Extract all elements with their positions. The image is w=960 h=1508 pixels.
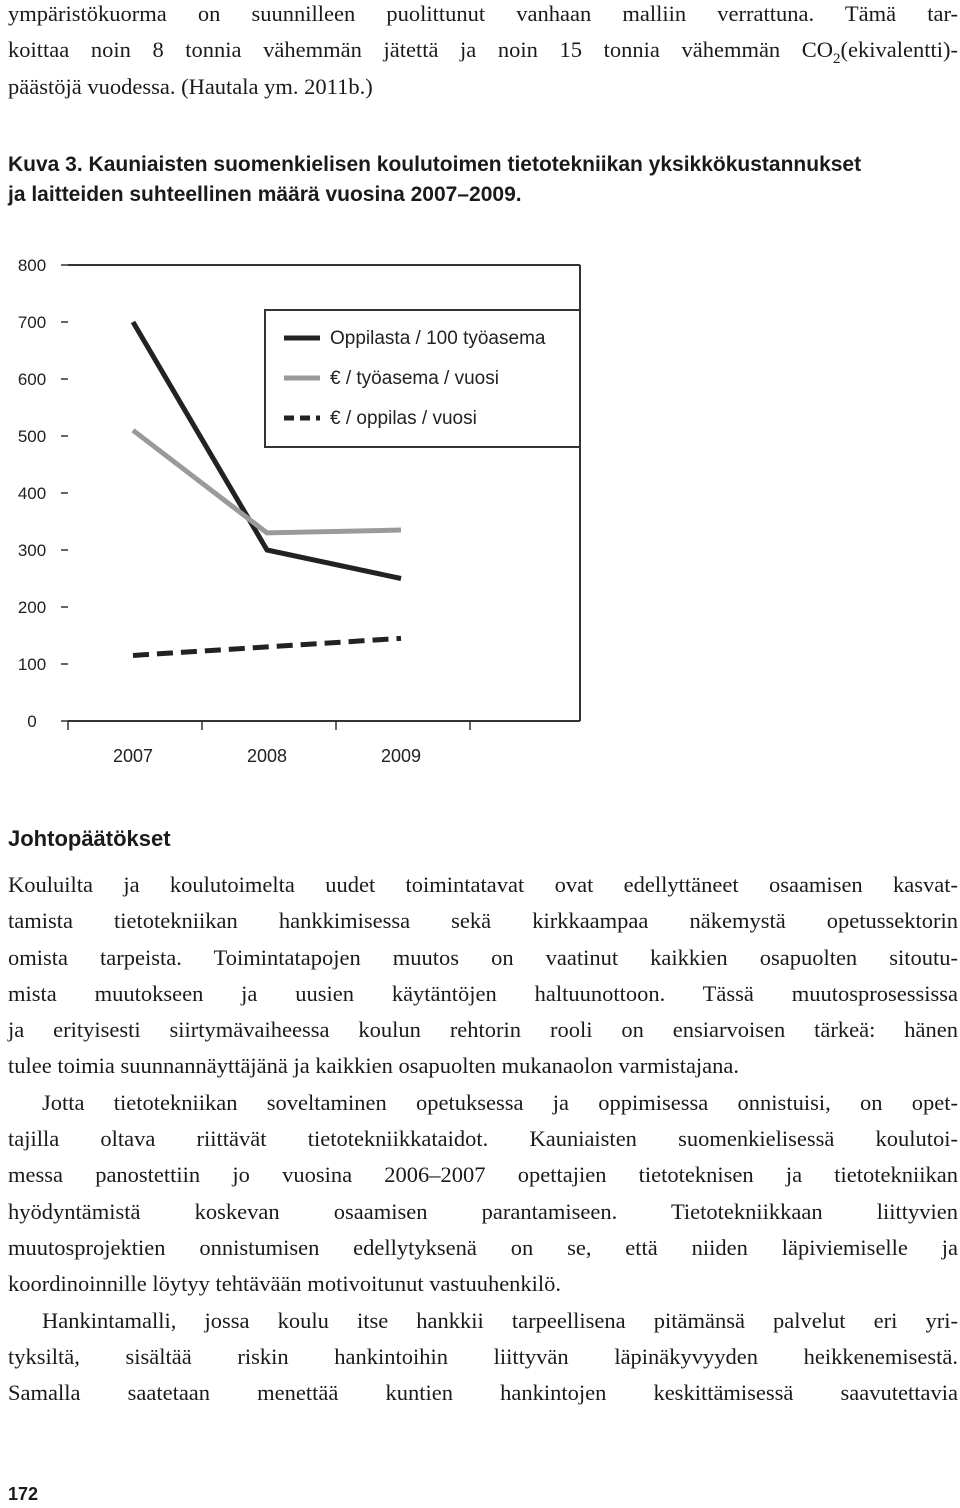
text-line: koordinoinnille löytyy tehtävään motivoitunut vastuuhenkilö. — [8, 1271, 562, 1297]
text-line: omista tarpeista. Toimintatapojen muutos on vaatinut kaikkien osapuolten sitoutu- — [8, 944, 958, 970]
text-line: ja erityisesti siirtymävaiheessa koulun rehtorin rooli on ensiarvoisen tärkeä: hänen — [8, 1017, 958, 1043]
co2-subscript: 2 — [833, 51, 841, 68]
text-line: Samalla saatetaan menettää kuntien hankintojen keskittämisessä saavutettavia — [8, 1380, 958, 1406]
x-tick-label: 2009 — [380, 746, 422, 766]
text-line: mista muutokseen ja uusien käytäntöjen haltuunottoon. Tässä muutosprosessissa — [8, 980, 958, 1006]
section-heading: Johtopäätökset — [8, 826, 171, 851]
text-line: Kouluilta ja koulutoimelta uudet toimintatavat ovat edellyttäneet osaamisen kasvat- — [8, 872, 958, 897]
caption-label: Kuva 3. — [8, 153, 83, 176]
legend-label-2: € / työasema / vuosi — [330, 368, 499, 389]
paragraph-2 — [8, 1085, 958, 1303]
text-line: tajilla oltava riittävät tietotekniikkataidot. Kauniaisten suomenkielisessä koulutoi- — [8, 1126, 958, 1152]
series-line-3 — [133, 638, 401, 655]
text-line: tamista tietotekniikan hankkimisessa sekä kirkkaampaa näkemystä opetussektorin — [8, 908, 958, 934]
y-tick-label: 100 — [17, 655, 47, 674]
legend-label-3: € / oppilas / vuosi — [330, 408, 477, 429]
line-chart — [0, 240, 600, 780]
intro-line: ympäristökuorma on suunnilleen puolittunut vanhaan malliin verrattuna. Tämä tar- — [8, 1, 958, 26]
text-line: messa panostettiin jo vuosina 2006–2007 opettajien tietoteknisen ja tietotekniikan — [8, 1162, 958, 1188]
x-axis-ticks — [68, 721, 600, 766]
legend-label-1: Oppilasta / 100 työasema — [330, 328, 546, 349]
y-tick-label: 700 — [17, 313, 47, 332]
caption-line: ja laitteiden suhteellinen määrä vuosina 2007–2009. — [8, 183, 522, 206]
text-line: tyksiltä, sisältää riskin hankintoihin liittyvän läpinäkyvyyden heikkenemisestä. — [8, 1343, 958, 1369]
y-tick-label: 600 — [17, 370, 47, 389]
x-tick-label: 2007 — [112, 746, 154, 766]
paragraph-1 — [8, 867, 958, 1085]
x-tick-label: 2008 — [246, 746, 288, 766]
paragraph-3 — [8, 1303, 958, 1412]
figure-caption — [8, 150, 861, 210]
y-tick-label: 500 — [17, 427, 47, 446]
y-tick-label: 800 — [17, 256, 47, 275]
text-line: Hankintamalli, jossa koulu itse hankkii tarpeellisena pitämänsä palvelut eri yri- — [42, 1307, 958, 1333]
text-line: tulee toimia suunnannäyttäjänä ja kaikkien osapuolten mukanaolon varmistajana. — [8, 1053, 740, 1079]
conclusions-body — [8, 867, 958, 1411]
y-tick-label: 0 — [27, 712, 37, 731]
text-line: Jotta tietotekniikan soveltaminen opetuksessa ja oppimisessa onnistuisi, on opet- — [42, 1089, 958, 1115]
caption-line: Kuva 3. Kauniaisten suomenkielisen koulutoimen tietotekniikan yksikkökustannukset — [8, 153, 862, 176]
y-tick-label: 400 — [17, 484, 47, 503]
intro-line: koittaa noin 8 tonnia vähemmän jätettä ja noin 15 tonnia vähemmän $CO_2(ekivalentti)-$ — [8, 37, 958, 68]
y-tick-label: 200 — [17, 598, 47, 617]
y-tick-label: 300 — [17, 541, 47, 560]
page-number: 172 — [8, 1484, 39, 1504]
text-line: hyödyntämistä koskevan osaamisen parantamiseen. Tietotekniikkaan liittyvien — [8, 1198, 958, 1224]
y-axis-ticks — [18, 256, 68, 731]
text-line: muutosprojektien onnistumisen edellytyksenä on se, että niiden läpiviemiselle ja — [8, 1234, 958, 1260]
intro-paragraph — [8, 0, 958, 105]
intro-line: päästöjä vuodessa. (Hautala ym. 2011b.) — [8, 73, 373, 99]
chart-legend — [265, 310, 580, 447]
